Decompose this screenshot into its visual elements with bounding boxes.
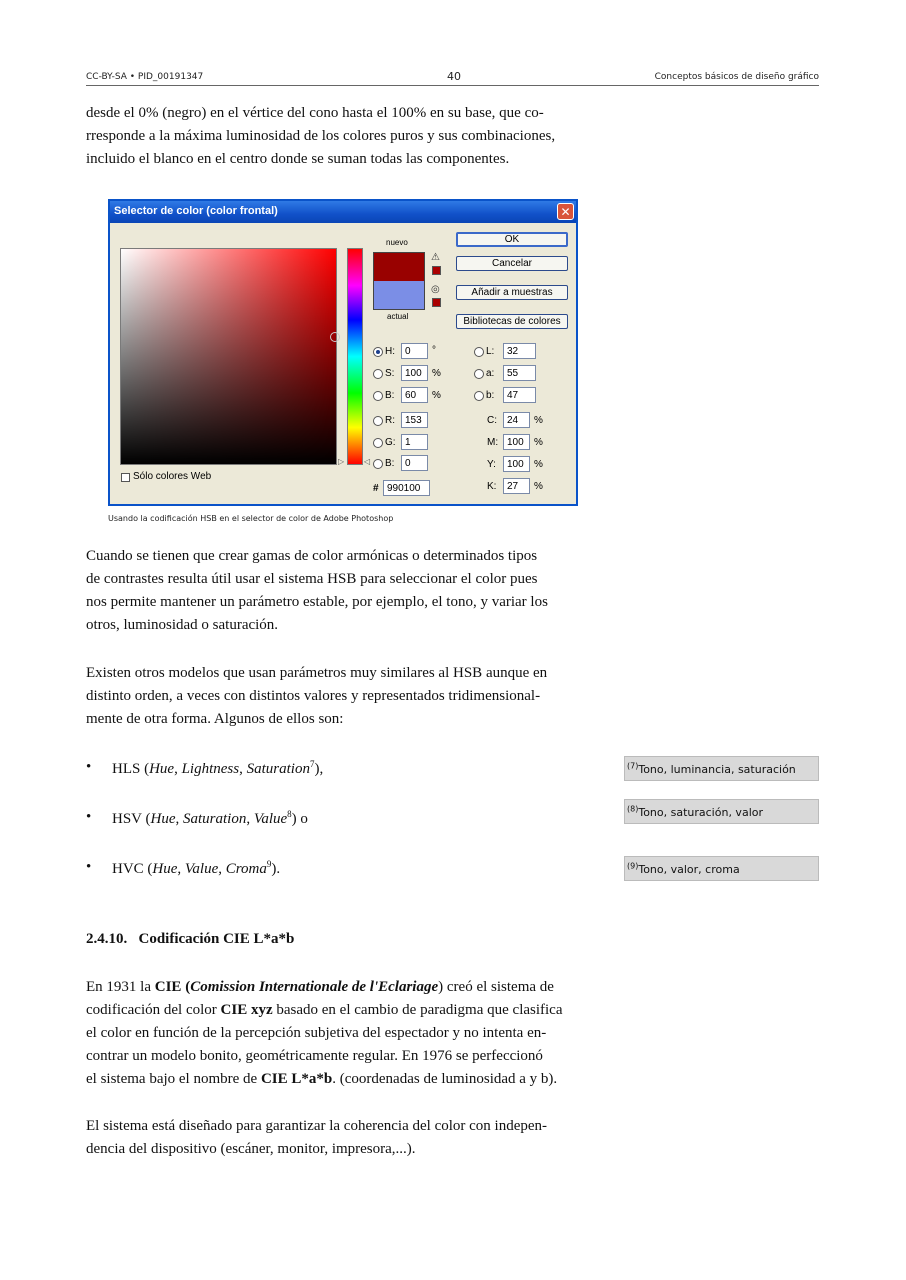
hue-slider-right-arrow-icon[interactable]: ◁ (364, 457, 371, 466)
lab-b-input[interactable]: 47 (503, 387, 536, 403)
color-field[interactable] (120, 248, 337, 465)
h-input[interactable]: 0 (401, 343, 428, 359)
web-safe-cube-icon[interactable]: ◎ (431, 284, 440, 295)
c-label: C: (487, 415, 497, 426)
web-safe-swatch[interactable] (432, 298, 441, 307)
close-icon[interactable]: ✕ (557, 203, 574, 220)
l-label: L: (486, 346, 495, 357)
paragraph-other-models: Existen otros modelos que usan parámetros muy similares al HSB aunque en distinto orden, a veces con distintos valores y representados tridimensional- mente de otra forma. Algunos de ellos son: (86, 665, 548, 727)
r-label: R: (385, 415, 395, 426)
paragraph-device-independence: El sistema está diseñado para garantizar la coherencia del color con indepen- dencia del dispositivo (escáner, monitor, impresora,...). (86, 1118, 548, 1157)
hex-label: # (373, 483, 379, 494)
margin-note-8: $^{(8)}$Tono, saturación, valor (624, 799, 819, 824)
paragraph-cie: En 1931 la CIE (Comission Internationale de l'Eclariage) creó el sistema de codificación del color CIE xyz basado en el cambio de paradigma que clasifica el color en función de la percepción subjetiva del espectador y no intenta en- contrar un modelo bonito, geométricamente regular. En 1976 se perfeccionó el sistema bajo el nombre de CIE L*a*b. (coordenadas de luminosidad a y b). (86, 979, 563, 1087)
header-rule (86, 85, 819, 86)
g-input[interactable]: 1 (401, 434, 428, 450)
gamut-swatch[interactable] (432, 266, 441, 275)
paragraph-hsb-usage: Cuando se tienen que crear gamas de color armónicas o determinados tipos de contrastes resulta útil usar el sistema HSB para seleccionar el color pues nos permite mantener un parámetro estable, por ejemplo, el tono, y variar los otros, luminosidad o saturación. (86, 548, 548, 633)
page-number: 40 (447, 70, 461, 83)
margin-note-7: $^{(7)}$Tono, luminancia, saturación (624, 756, 819, 781)
lab-b-label: b: (486, 390, 495, 401)
hue-slider-left-arrow-icon[interactable]: ▷ (338, 457, 345, 466)
s-input[interactable]: 100 (401, 365, 428, 381)
radio-l[interactable] (474, 347, 484, 357)
c-unit: % (534, 415, 543, 426)
m-unit: % (534, 437, 543, 448)
list-item: HVC (Hue, Value, Croma$^9$). (112, 859, 281, 877)
radio-blue[interactable] (373, 459, 383, 469)
b-input[interactable]: 60 (401, 387, 428, 403)
bullet-2: • (86, 809, 92, 825)
gamut-warning-icon[interactable]: ⚠ (431, 252, 440, 263)
a-input[interactable]: 55 (503, 365, 536, 381)
b-unit: % (432, 390, 441, 401)
radio-a[interactable] (474, 369, 484, 379)
radio-lab-b[interactable] (474, 391, 484, 401)
section-heading: 2.4.10. Codificación CIE L*a*b (86, 931, 295, 947)
add-to-swatches-button[interactable]: Añadir a muestras (456, 285, 568, 300)
y-unit: % (534, 459, 543, 470)
m-input[interactable]: 100 (503, 434, 530, 450)
a-label: a: (486, 368, 495, 379)
h-unit: ° (432, 345, 436, 356)
radio-s[interactable] (373, 369, 383, 379)
header-right: Conceptos básicos de diseño gráfico (654, 72, 819, 82)
new-color-swatch (373, 252, 425, 282)
hue-slider[interactable] (347, 248, 363, 465)
radio-h[interactable] (373, 347, 383, 357)
cancel-button[interactable]: Cancelar (456, 256, 568, 271)
color-picker-dialog (108, 199, 578, 506)
g-label: G: (385, 437, 396, 448)
blue-label: B: (385, 458, 395, 469)
actual-label: actual (387, 312, 409, 321)
web-only-checkbox[interactable] (121, 473, 130, 482)
c-input[interactable]: 24 (503, 412, 530, 428)
hex-input[interactable]: 990100 (383, 480, 430, 496)
color-picker-circle[interactable] (330, 332, 340, 342)
margin-note-9: $^{(9)}$Tono, valor, croma (624, 856, 819, 881)
dialog-title: Selector de color (color frontal) (114, 205, 278, 217)
figure-caption: Usando la codificación HSB en el selector de color de Adobe Photoshop (108, 514, 394, 523)
b-label: B: (385, 390, 395, 401)
intro-paragraph: desde el 0% (negro) en el vértice del cono hasta el 100% en su base, que co- rresponde a la máxima luminosidad de los colores puros y sus combinaciones, incluido el blanco en el centro donde se suman todas las componentes. (86, 105, 556, 167)
ok-button[interactable]: OK (456, 232, 568, 247)
radio-r[interactable] (373, 416, 383, 426)
web-only-label: Sólo colores Web (133, 471, 212, 482)
radio-g[interactable] (373, 438, 383, 448)
color-libraries-button[interactable]: Bibliotecas de colores (456, 314, 568, 329)
y-input[interactable]: 100 (503, 456, 530, 472)
k-unit: % (534, 481, 543, 492)
radio-b[interactable] (373, 391, 383, 401)
nuevo-label: nuevo (386, 238, 408, 247)
s-unit: % (432, 368, 441, 379)
bullet-1: • (86, 759, 92, 775)
current-color-swatch[interactable] (373, 281, 425, 310)
list-item: HSV (Hue, Saturation, Value$^8$) o (112, 809, 308, 827)
h-label: H: (385, 346, 395, 357)
bullet-3: • (86, 859, 92, 875)
list-item: HLS (Hue, Lightness, Saturation$^7$), (112, 759, 324, 777)
m-label: M: (487, 437, 499, 448)
k-input[interactable]: 27 (503, 478, 530, 494)
dialog-titlebar (110, 201, 576, 223)
l-input[interactable]: 32 (503, 343, 536, 359)
r-input[interactable]: 153 (401, 412, 428, 428)
s-label: S: (385, 368, 395, 379)
header-left: CC-BY-SA • PID_00191347 (86, 72, 204, 82)
y-label: Y: (487, 459, 496, 470)
k-label: K: (487, 481, 497, 492)
blue-input[interactable]: 0 (401, 455, 428, 471)
